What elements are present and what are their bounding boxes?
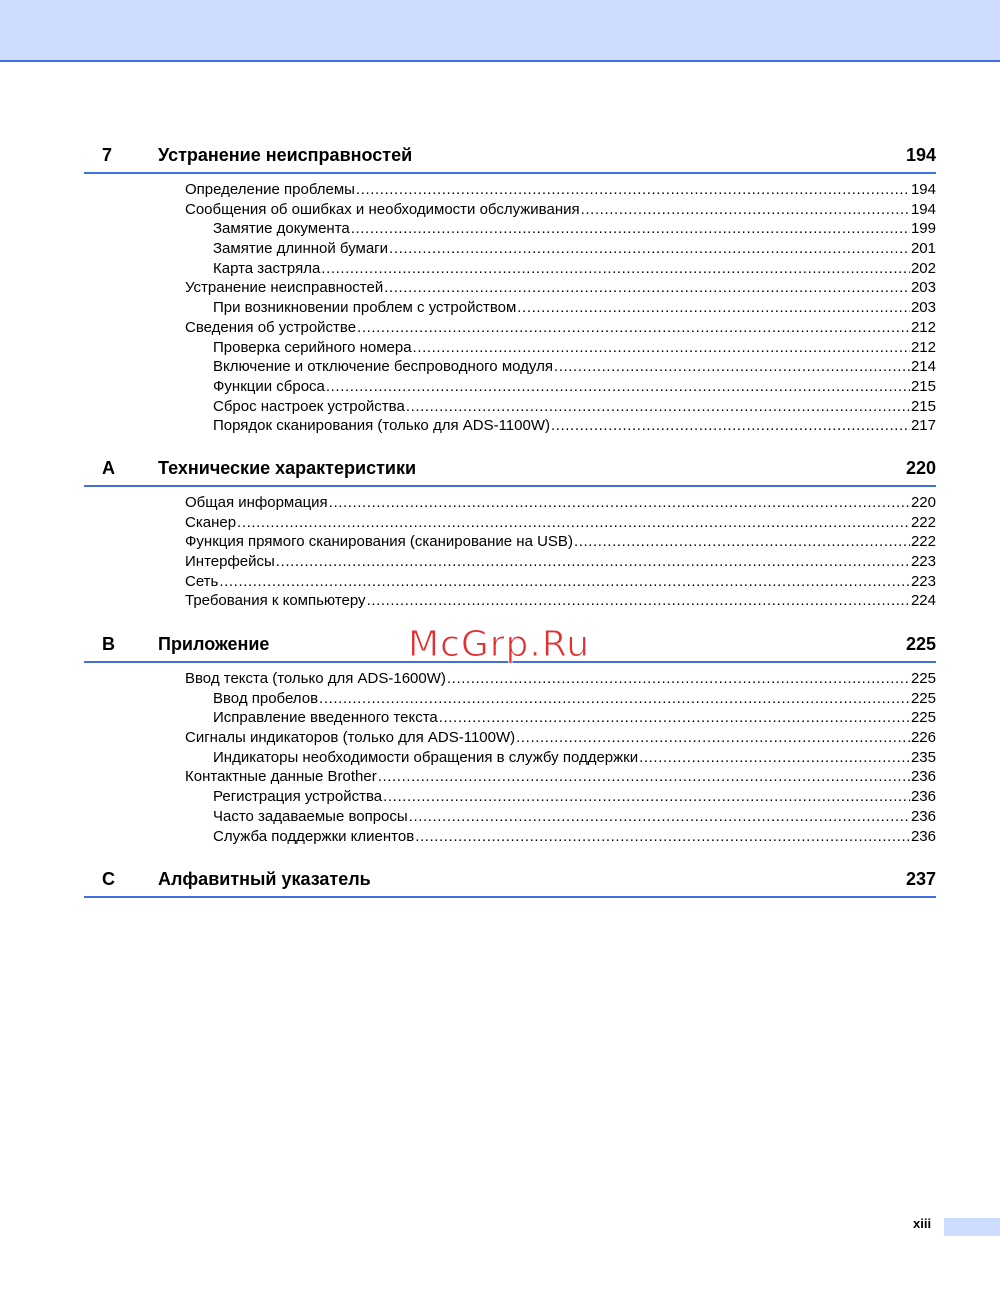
toc-entry[interactable] (84, 338, 936, 358)
entry-title: Служба поддержки клиентов (213, 827, 415, 845)
entry-page: 223 (910, 572, 936, 590)
toc-entry[interactable] (84, 513, 936, 533)
entry-page: 215 (910, 377, 936, 395)
entry-page: 223 (910, 553, 936, 571)
leader-dots (384, 278, 910, 298)
entry-page: 217 (910, 417, 936, 435)
entry-title: Определение проблемы (185, 181, 355, 198)
chapter-page: 237 (905, 869, 936, 889)
entry-title: Часто задаваемые вопросы (213, 807, 408, 825)
toc-entry[interactable] (84, 787, 936, 807)
toc-entry[interactable] (84, 200, 936, 220)
leader-dots (356, 180, 910, 200)
leader-dots (219, 572, 910, 592)
entry-page: 194 (910, 181, 936, 198)
chapter-number: A (102, 458, 115, 478)
chapter-number: B (102, 634, 115, 654)
leader-dots (389, 239, 910, 259)
leader-dots (447, 669, 910, 689)
entry-page: 236 (910, 827, 936, 845)
chapter-title: Приложение (158, 634, 270, 654)
entry-page: 235 (910, 748, 936, 766)
toc-entry[interactable] (84, 532, 936, 552)
entry-page: 215 (910, 397, 936, 415)
entry-page: 225 (910, 709, 936, 727)
toc-entry[interactable] (84, 493, 936, 513)
toc-entry[interactable] (84, 318, 936, 338)
entry-title: Общая информация (185, 494, 328, 511)
chapter-title: Устранение неисправностей (158, 145, 413, 165)
entry-page: 212 (910, 318, 936, 336)
entry-page: 222 (910, 533, 936, 551)
entry-title: Замятие длинной бумаги (213, 240, 389, 258)
leader-dots (581, 200, 910, 220)
toc-entry[interactable] (84, 397, 936, 417)
leader-dots (276, 552, 910, 572)
entry-page: 236 (910, 768, 936, 786)
entry-title: Сведения об устройстве (185, 318, 357, 336)
chapter-page: 225 (905, 634, 936, 654)
entry-page: 236 (910, 788, 936, 806)
chapter-entries (84, 493, 936, 611)
leader-dots (326, 377, 910, 397)
toc-entry[interactable] (84, 298, 936, 318)
toc-entry[interactable] (84, 827, 936, 847)
chapter-a (84, 455, 936, 611)
entry-title: Сеть (185, 572, 219, 590)
toc-entry[interactable] (84, 728, 936, 748)
toc-entry[interactable] (84, 377, 936, 397)
entry-title: Порядок сканирования (только для ADS-1100W) (213, 417, 550, 435)
page-number: xiii (913, 1216, 932, 1231)
toc-entry[interactable] (84, 807, 936, 827)
leader-dots (406, 397, 910, 417)
entry-page: 222 (910, 513, 936, 531)
leader-dots (413, 338, 910, 358)
entry-title: Ввод текста (только для ADS-1600W) (185, 670, 446, 687)
entry-page: 199 (910, 220, 936, 238)
entry-title: Устранение неисправностей (185, 279, 384, 297)
entry-title: Индикаторы необходимости обращения в службу поддержки (213, 748, 639, 766)
entry-title: Функции сброса (213, 377, 325, 395)
entry-title: Контактные данные Brother (185, 768, 377, 786)
chapter-number: C (102, 869, 115, 889)
entry-page: 201 (910, 240, 936, 258)
toc-entry[interactable] (84, 552, 936, 572)
leader-dots (378, 767, 910, 787)
leader-dots (639, 748, 910, 768)
chapter-heading[interactable] (84, 455, 936, 487)
toc-entry[interactable] (84, 748, 936, 768)
entry-title: Сброс настроек устройства (213, 397, 405, 415)
chapter-heading[interactable] (84, 142, 936, 174)
leader-dots (319, 689, 910, 709)
toc-entry[interactable] (84, 689, 936, 709)
leader-dots (367, 591, 910, 611)
entry-title: Сообщения об ошибках и необходимости обслуживания (185, 200, 580, 218)
entry-title: Замятие документа (213, 220, 350, 238)
entry-page: 194 (910, 200, 936, 218)
entry-page: 226 (910, 729, 936, 747)
leader-dots (554, 357, 910, 377)
leader-dots (409, 807, 910, 827)
leader-dots (516, 728, 910, 748)
toc-entry[interactable] (84, 259, 936, 279)
leader-dots (415, 827, 910, 847)
header-band (0, 0, 1000, 62)
entry-page: 203 (910, 299, 936, 317)
entry-page: 220 (910, 494, 936, 511)
toc-entry[interactable] (84, 416, 936, 436)
entry-title: Проверка серийного номера (213, 338, 412, 356)
toc-entry[interactable] (84, 357, 936, 377)
chapter-c (84, 866, 936, 898)
entry-page: 202 (910, 259, 936, 277)
entry-page: 224 (910, 592, 936, 610)
chapter-page: 220 (905, 458, 936, 478)
entry-page: 225 (910, 670, 936, 687)
leader-dots (574, 532, 910, 552)
entry-title: Интерфейсы (185, 553, 275, 571)
leader-dots (439, 708, 910, 728)
chapter-heading[interactable] (84, 866, 936, 898)
chapter-7 (84, 142, 936, 436)
chapter-number: 7 (102, 145, 113, 165)
footer-tab (944, 1218, 1000, 1236)
leader-dots (551, 416, 910, 436)
leader-dots (329, 493, 910, 513)
toc-entry[interactable] (84, 591, 936, 611)
entry-title: При возникновении проблем с устройством (213, 299, 517, 317)
chapter-title: Технические характеристики (158, 458, 417, 478)
toc-entry[interactable] (84, 669, 936, 689)
entry-title: Карта застряла (213, 259, 321, 277)
toc-entry[interactable] (84, 767, 936, 787)
entry-title: Регистрация устройства (213, 788, 383, 806)
toc-entry[interactable] (84, 219, 936, 239)
entry-page: 214 (910, 358, 936, 376)
entry-title: Ввод пробелов (213, 689, 319, 707)
leader-dots (321, 259, 910, 279)
leader-dots (237, 513, 910, 533)
entry-page: 203 (910, 279, 936, 297)
chapter-title: Алфавитный указатель (158, 869, 371, 889)
entry-title: Сигналы индикаторов (только для ADS-1100W) (185, 729, 516, 747)
leader-dots (517, 298, 910, 318)
entry-page: 236 (910, 807, 936, 825)
toc-entry[interactable] (84, 278, 936, 298)
chapter-entries (84, 669, 936, 846)
toc-entry[interactable] (84, 708, 936, 728)
entry-title: Сканер (185, 513, 237, 531)
entry-title: Включение и отключение беспроводного модуля (213, 358, 553, 376)
leader-dots (357, 318, 910, 338)
toc-entry[interactable] (84, 572, 936, 592)
leader-dots (383, 787, 910, 807)
leader-dots (351, 219, 910, 239)
entry-title: Требования к компьютеру (185, 592, 366, 610)
entry-page: 212 (910, 338, 936, 356)
entry-title: Исправление введенного текста (213, 709, 438, 727)
chapter-page: 194 (905, 145, 936, 165)
toc-entry[interactable] (84, 239, 936, 259)
toc-entry[interactable] (84, 180, 936, 200)
watermark-text: McGrp.Ru (408, 624, 591, 665)
entry-page: 225 (910, 689, 936, 707)
entry-title: Функция прямого сканирования (сканирование на USB) (185, 533, 573, 551)
chapter-entries (84, 180, 936, 436)
